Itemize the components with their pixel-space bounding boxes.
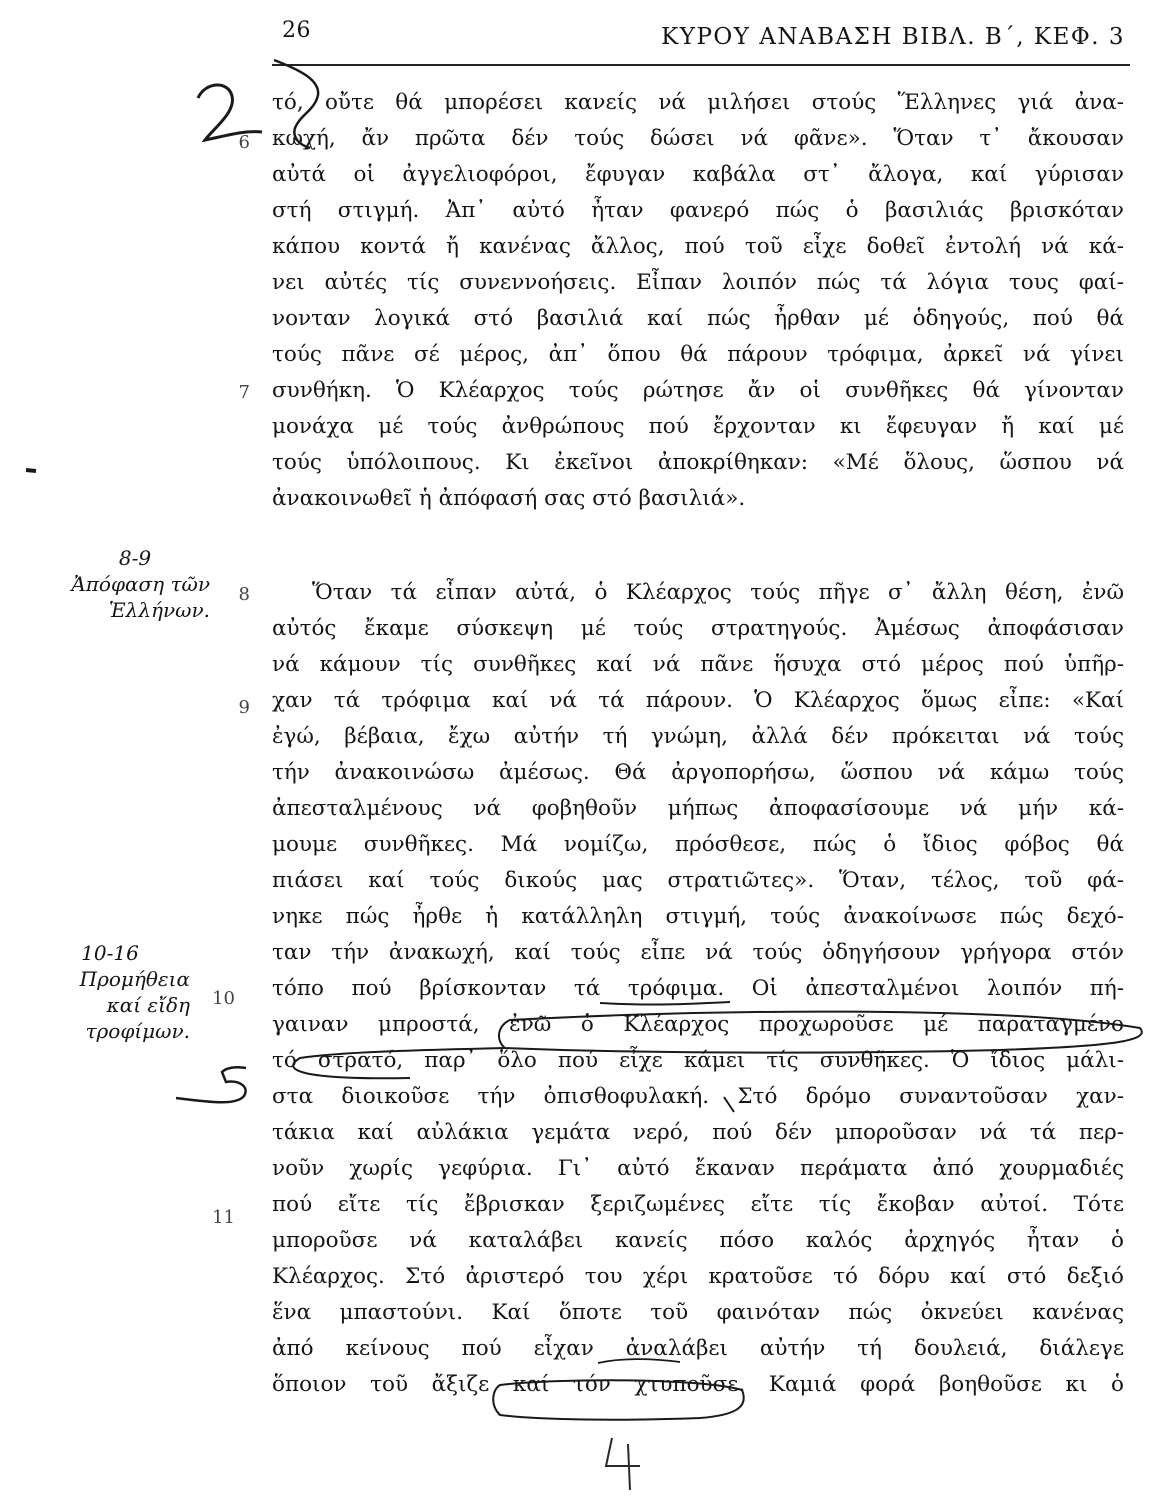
body-line: τούς ὑπόλοιπους. Κι ἐκεῖνοι ἀποκρίθηκαν: «Μέ ὅλους, ὥσπου νά <box>272 450 1124 475</box>
body-line: ἀπό κείνους πού εἶχαν ἀναλάβει αὐτήν τή δουλειά, διάλεγε <box>272 1336 1124 1361</box>
body-line: τό στρατό, παρ᾽ ὅλο πού εἶχε κάμει τίς συνθῆκες. Ὁ ἴδιος μάλι- <box>272 1048 1124 1073</box>
body-line: στή στιγμή. Ἀπ᾽ αὐτό ἦταν φανερό πώς ὁ βασιλιάς βρισκόταν <box>272 198 1124 223</box>
body-line: ὅποιον τοῦ ἄξιζε καί τόν χτυποῦσε. Καμιά φορά βοηθοῦσε κι ὁ <box>272 1372 1124 1397</box>
margin-note-title: Προμήθεια καί εἴδη τροφίμων. <box>79 967 190 1043</box>
body-line: νονταν λογικά στό βασιλιά καί πώς ἦρθαν μέ ὁδηγούς, πού θά <box>272 306 1124 331</box>
body-line: ἀπεσταλμένους νά φοβηθοῦν μήπως ἀποφασίσουμε νά μήν κά- <box>272 796 1124 821</box>
pen-digit-mark <box>176 1067 246 1102</box>
body-line: μονάχα μέ τούς ἀνθρώπους πού ἔρχονταν κι ἔφευγαν ἤ καί μέ <box>272 414 1124 439</box>
header-rule <box>272 64 1130 66</box>
margin-note-decision <box>20 545 210 623</box>
body-line: νά κάμουν τίς συνθῆκες καί νά πᾶνε ἥσυχα στό μέρος πού ὑπῆρ- <box>272 652 1124 677</box>
body-line: Ὅταν τά εἶπαν αὐτά, ὁ Κλέαρχος τούς πῆγε σ᾽ ἄλλη θέση, ἐνῶ <box>312 580 1124 605</box>
section-number-6: 6 <box>238 132 250 153</box>
body-line: τούς πᾶνε σέ μέρος, ἀπ᾽ ὅπου θά πάρουν τρόφιμα, ἀρκεῖ νά γίνει <box>272 342 1124 367</box>
body-line: συνθήκη. Ὁ Κλέαρχος τούς ρώτησε ἄν οἱ συνθῆκες θά γίνονταν <box>272 378 1124 403</box>
section-number-11: 11 <box>212 1207 235 1228</box>
body-line: γαιναν μπροστά, ἐνῶ ὁ Κλέαρχος προχωροῦσε μέ παραταγμένο <box>272 1012 1124 1037</box>
page-number: 26 <box>282 18 311 43</box>
body-line: τήν ἀνακοινώσω ἀμέσως. Θά ἀργοπορήσω, ὥσπου νά κάμω τούς <box>272 760 1124 785</box>
margin-note-range: 10-16 <box>81 941 139 965</box>
body-line: αὐτά οἱ ἀγγελιοφόροι, ἔφυγαν καβάλα στ᾽ ἄλογα, καί γύρισαν <box>272 162 1124 187</box>
body-line: ἕνα μπαστούνι. Καί ὅποτε τοῦ φαινόταν πώς ὀκνεύει κανένας <box>272 1300 1124 1325</box>
body-line: νηκε πώς ἦρθε ἡ κατάλληλη στιγμή, τούς ἀνακοίνωσε πώς δεχό- <box>272 904 1124 929</box>
body-line: χαν τά τρόφιμα καί νά τά πάρουν. Ὁ Κλέαρχος ὅμως εἶπε: «Καί <box>272 688 1124 713</box>
body-line: κωχή, ἄν πρῶτα δέν τούς δώσει νά φᾶνε». Ὅταν τ᾽ ἄκουσαν <box>272 126 1124 151</box>
pen-dash-mark <box>26 470 36 471</box>
body-line: νει αὐτές τίς συνεννοήσεις. Εἶπαν λοιπόν πώς τά λόγια τους φαί- <box>272 270 1124 295</box>
section-number-7: 7 <box>238 382 250 403</box>
body-line: κάπου κοντά ἤ κανένας ἄλλος, πού τοῦ εἶχε δοθεῖ ἐντολή νά κά- <box>272 234 1124 259</box>
section-number-8: 8 <box>238 584 250 605</box>
margin-note-title: Ἀπόφαση τῶν Ἑλλήνων. <box>71 572 210 622</box>
body-line: πιάσει καί τούς δικούς μας στρατιῶτες». Ὅταν, τέλος, τοῦ φά- <box>272 868 1124 893</box>
body-line: τόπο πού βρίσκονταν τά τρόφιμα. Οἱ ἀπεσταλμένοι λοιπόν πή- <box>272 976 1124 1001</box>
margin-note-range: 8-9 <box>118 546 152 570</box>
body-line: ἐγώ, βέβαια, ἔχω αὐτήν τή γνώμη, ἀλλά δέν πρόκειται νά τούς <box>272 724 1124 749</box>
body-line: τάκια καί αὐλάκια γεμάτα νερό, πού δέν μποροῦσαν νά τά περ- <box>272 1120 1124 1145</box>
body-line: μουμε συνθῆκες. Μά νομίζω, πρόσθεσε, πώς ὁ ἴδιος φόβος θά <box>272 832 1124 857</box>
margin-note-supplies <box>20 940 190 1044</box>
running-title: ΚΥΡΟΥ ΑΝΑΒΑΣΗ ΒΙΒΛ. Β΄, ΚΕΦ. 3 <box>661 24 1125 50</box>
body-line: ἀνακοινωθεῖ ἡ ἀπόφασή σας στό βασιλιά». <box>272 486 746 511</box>
body-line: μποροῦσε νά καταλάβει κανείς πόσο καλός ἀρχηγός ἦταν ὁ <box>272 1228 1124 1253</box>
body-line: αὐτός ἔκαμε σύσκεψη μέ τούς στρατηγούς. Ἀμέσως ἀποφάσισαν <box>272 616 1124 641</box>
section-number-10: 10 <box>212 988 235 1009</box>
body-line: ταν τήν ἀνακωχή, καί τούς εἶπε νά τούς ὁδηγήσουν γρήγορα στόν <box>272 940 1124 965</box>
body-line: τό, οὔτε θά μπορέσει κανείς νά μιλήσει στούς Ἕλληνες γιά ἀνα- <box>272 90 1124 115</box>
body-line: νοῦν χωρίς γεφύρια. Γι᾽ αὐτό ἔκαναν περάματα ἀπό χουρμαδιές <box>272 1156 1124 1181</box>
body-line: στα διοικοῦσε τήν ὀπισθοφυλακή. Στό δρόμο συναντοῦσαν χαν- <box>272 1084 1124 1109</box>
body-line: Κλέαρχος. Στό ἀριστερό του χέρι κρατοῦσε τό δόρυ καί στό δεξιό <box>272 1264 1124 1289</box>
section-number-9: 9 <box>238 697 250 718</box>
body-line: πού εἴτε τίς ἔβρισκαν ξεριζωμένες εἴτε τίς ἔκοβαν αὐτοί. Τότε <box>272 1192 1124 1217</box>
pen-digit-mark <box>606 1438 640 1490</box>
